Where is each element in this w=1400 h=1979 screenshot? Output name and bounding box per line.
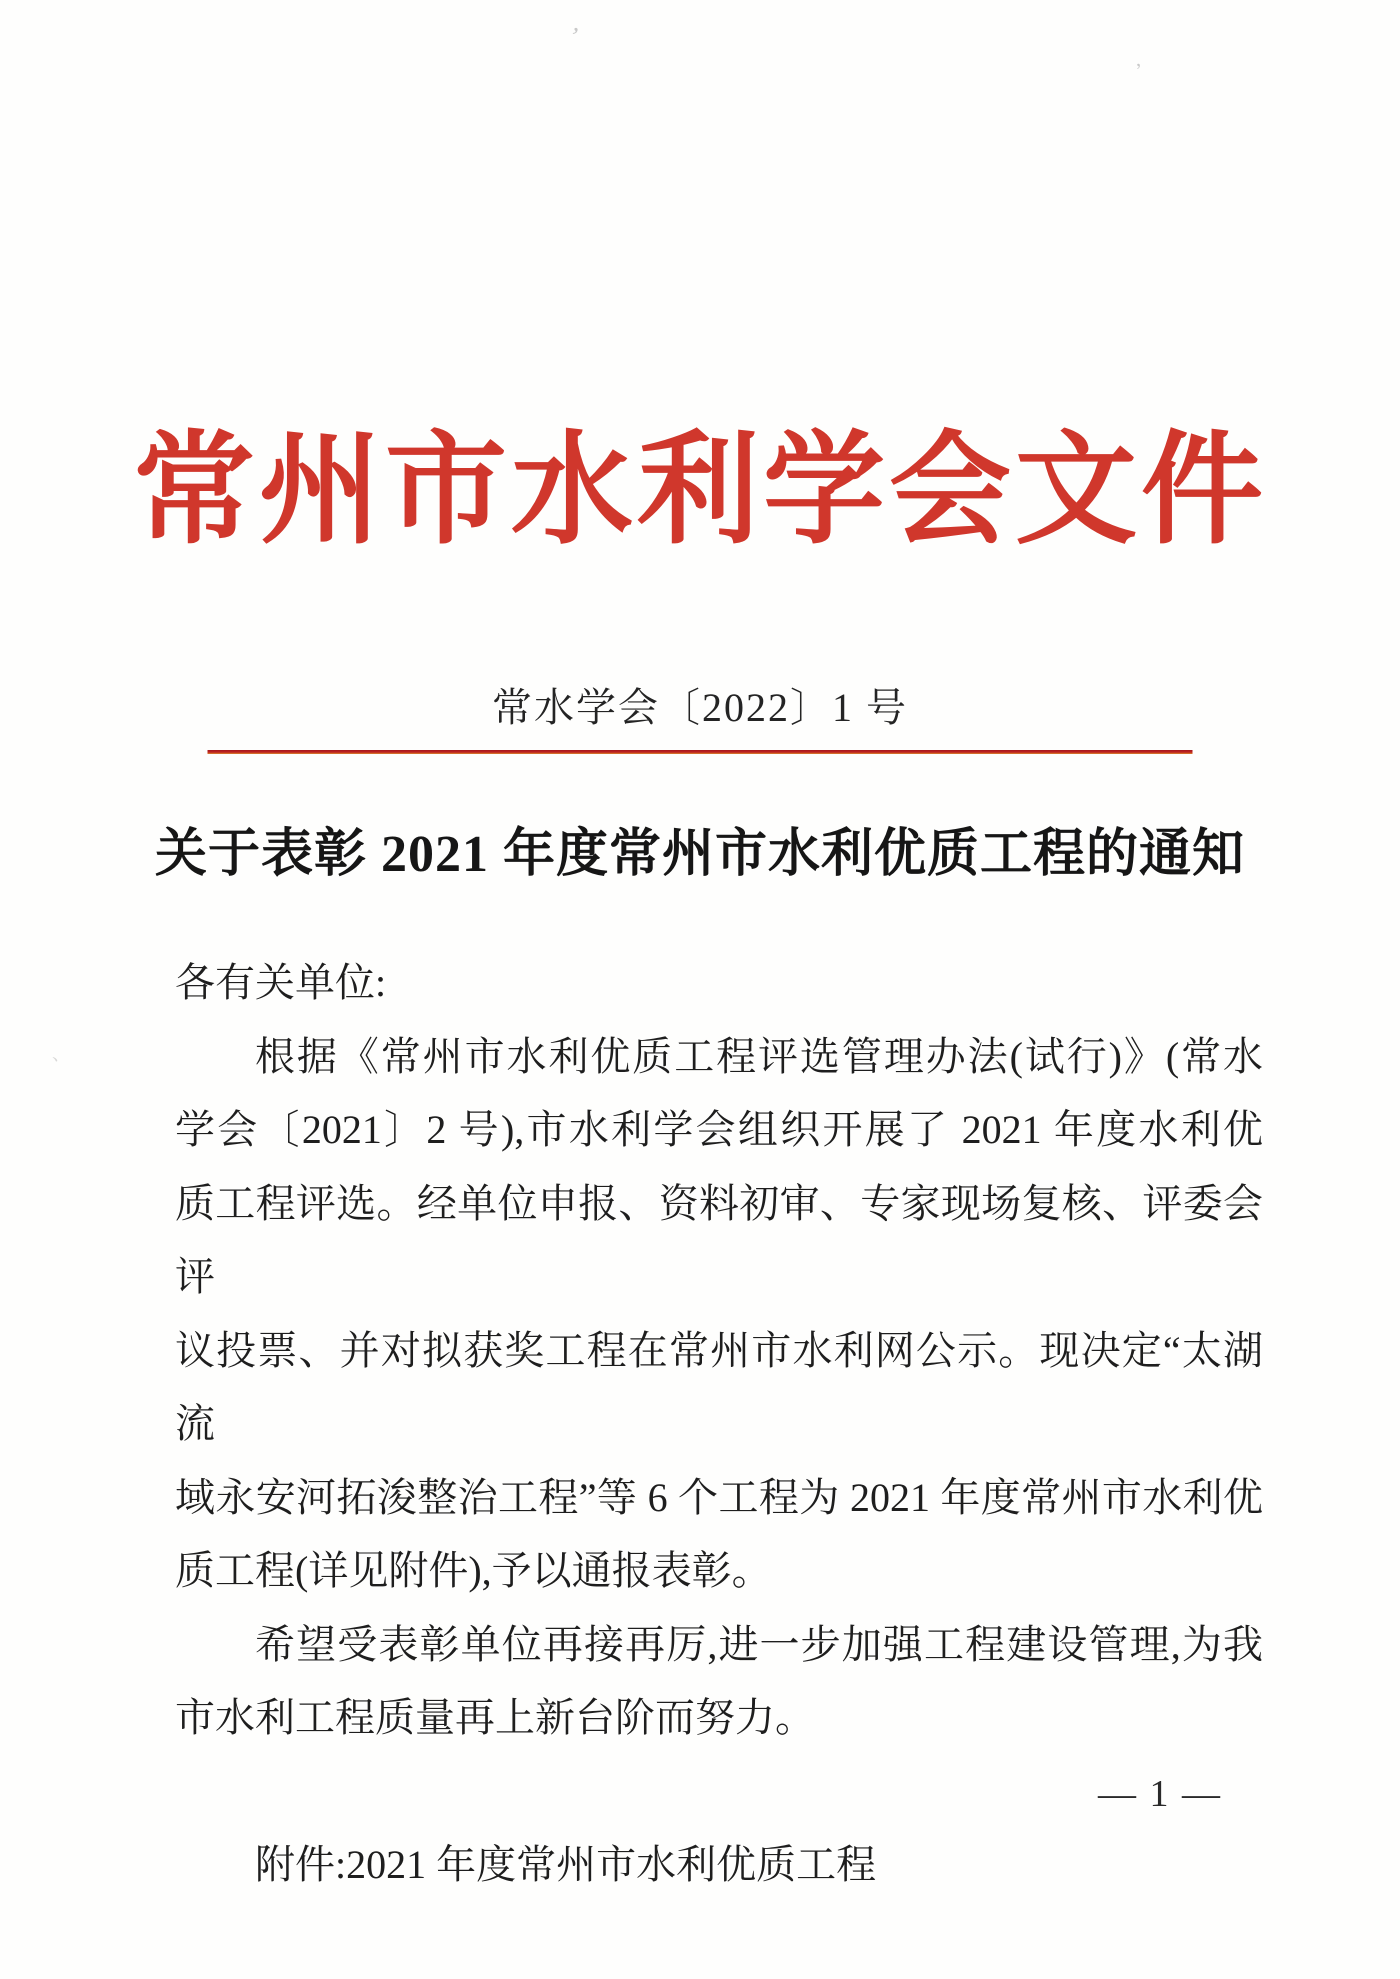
body-line-1: 根据《常州市水利优质工程评选管理办法(试行)》(常水 [255,1033,1263,1079]
document-number: 常水学会〔2022〕1 号 [492,685,908,730]
body-line-5: 域永安河拓浚整治工程”等 6 个工程为 2021 年度常州市水利优 [175,1474,1263,1520]
page-number: — 1 — [1098,1773,1222,1815]
body-line-8: 市水利工程质量再上新台阶而努力。 [175,1695,815,1740]
body-line-7: 希望受表彰单位再接再厉,进一步加强工程建设管理,为我 [255,1621,1263,1667]
letterhead-title: 常州市水利学会文件 [133,424,1267,559]
scan-speck: ’ [1134,59,1145,83]
body-line-3: 质工程评选。经单位申报、资料初审、专家现场复核、评委会评 [175,1180,1263,1299]
body-line-2: 学会〔2021〕2 号),市水利学会组织开展了 2021 年度水利优 [175,1107,1263,1152]
scan-speck: ’ [567,21,582,52]
attachment-line: 附件:2021 年度常州市水利优质工程 [255,1842,877,1887]
salutation: 各有关单位: [175,960,387,1005]
body-line-6: 质工程(详见附件),予以通报表彰。 [175,1548,772,1593]
body-line-4: 议投票、并对拟获奖工程在常州市水利网公示。现决定“太湖流 [175,1327,1263,1446]
letterhead-divider-rule [208,750,1193,754]
notice-body [175,946,1263,1902]
notice-title: 关于表彰 2021 年度常州市水利优质工程的通知 [154,826,1245,883]
scan-speck: 、 [52,1044,70,1064]
